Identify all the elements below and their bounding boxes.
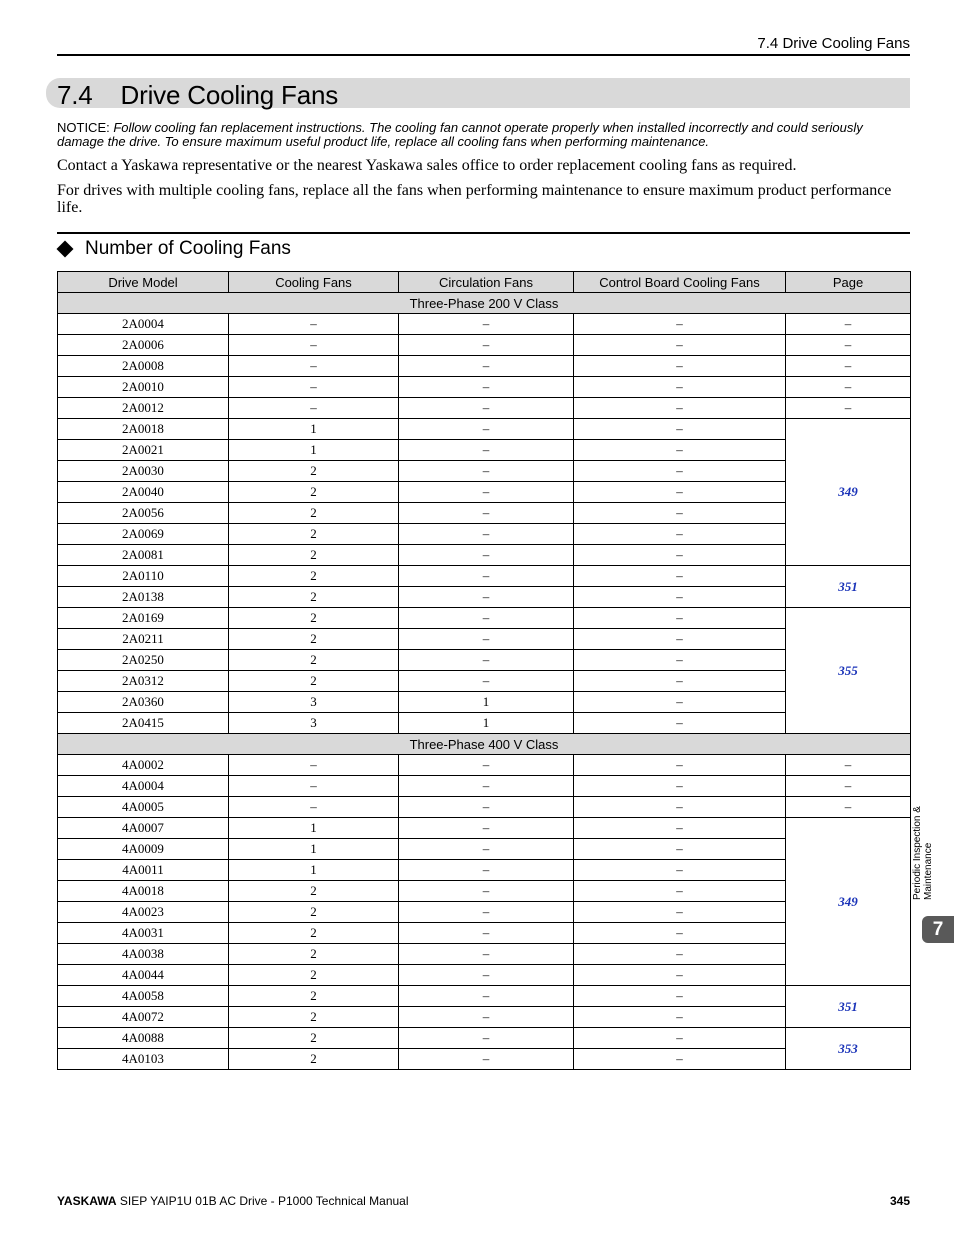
circulation-fans-cell: – [399,755,574,776]
cooling-fans-cell: 3 [229,692,399,713]
cooling-fans-cell: 2 [229,587,399,608]
circulation-fans-cell: – [399,965,574,986]
cooling-fans-cell: – [229,398,399,419]
cooling-fans-cell: 2 [229,671,399,692]
table-row [58,776,911,797]
drive-model-cell: 4A0103 [58,1049,229,1070]
cooling-fans-cell: – [229,335,399,356]
control-board-fans-cell: – [574,818,786,839]
table-row [58,419,911,440]
circulation-fans-cell: – [399,776,574,797]
table-row [58,650,911,671]
control-board-fans-cell: – [574,671,786,692]
circulation-fans-cell: – [399,377,574,398]
control-board-fans-cell: – [574,986,786,1007]
control-board-fans-cell: – [574,356,786,377]
table-row [58,755,911,776]
table-row [58,713,911,734]
drive-model-cell: 4A0058 [58,986,229,1007]
section-number: 7.4 [57,80,93,110]
control-board-fans-cell: – [574,650,786,671]
table-row [58,629,911,650]
circulation-fans-cell: – [399,587,574,608]
circulation-fans-cell: – [399,1028,574,1049]
drive-model-cell: 2A0004 [58,314,229,335]
header-cooling-fans: Cooling Fans [229,272,399,293]
drive-model-cell: 4A0009 [58,839,229,860]
circulation-fans-cell: – [399,650,574,671]
control-board-fans-cell: – [574,461,786,482]
cooling-fans-cell: 2 [229,944,399,965]
control-board-fans-cell: – [574,419,786,440]
cooling-fans-cell: 2 [229,503,399,524]
drive-model-cell: 4A0011 [58,860,229,881]
table-row [58,818,911,839]
circulation-fans-cell: – [399,1049,574,1070]
subsection-rule [57,232,910,234]
control-board-fans-cell: – [574,566,786,587]
table-row [58,671,911,692]
notice-label: NOTICE: [57,120,110,135]
drive-model-cell: 2A0081 [58,545,229,566]
cooling-fans-cell: 2 [229,923,399,944]
control-board-fans-cell: – [574,587,786,608]
control-board-fans-cell: – [574,776,786,797]
circulation-fans-cell: – [399,629,574,650]
footer-manual-title: SIEP YAIP1U 01B AC Drive - P1000 Technical Manual [119,1194,409,1208]
table-row [58,1028,911,1049]
circulation-fans-cell: – [399,818,574,839]
control-board-fans-cell: – [574,335,786,356]
drive-model-cell: 4A0005 [58,797,229,818]
page-link[interactable]: 351 [786,566,911,608]
control-board-fans-cell: – [574,692,786,713]
circulation-fans-cell: – [399,860,574,881]
page-cell: – [786,335,911,356]
circulation-fans-cell: – [399,461,574,482]
drive-model-cell: 2A0006 [58,335,229,356]
drive-model-cell: 2A0415 [58,713,229,734]
footer-manual [57,1194,409,1208]
cooling-fans-cell: 3 [229,713,399,734]
page-link[interactable]: 353 [786,1028,911,1070]
header-page: Page [786,272,911,293]
table-row [58,923,911,944]
table-row [58,587,911,608]
table-row [58,377,911,398]
control-board-fans-cell: – [574,755,786,776]
section-title [57,80,338,111]
drive-model-cell: 2A0040 [58,482,229,503]
page-link[interactable]: 349 [786,818,911,986]
cooling-fans-cell: 2 [229,461,399,482]
drive-model-cell: 2A0008 [58,356,229,377]
table-row [58,482,911,503]
circulation-fans-cell: – [399,1007,574,1028]
cooling-fans-table [57,271,911,1070]
table-row [58,314,911,335]
control-board-fans-cell: – [574,482,786,503]
header-drive-model: Drive Model [58,272,229,293]
table-row [58,503,911,524]
table-class-row [58,734,911,755]
control-board-fans-cell: – [574,860,786,881]
table-row [58,356,911,377]
circulation-fans-cell: – [399,902,574,923]
subsection-title [57,238,291,260]
drive-model-cell: 4A0038 [58,944,229,965]
table-row [58,944,911,965]
paragraph-order-fans: Contact a Yaskawa representative or the nearest Yaskawa sales office to order replacement cooling fans as required. [57,157,797,174]
header-rule [57,54,910,56]
side-tab-label: Periodic Inspection & Maintenance [912,806,934,900]
drive-model-cell: 2A0012 [58,398,229,419]
cooling-fans-cell: 2 [229,566,399,587]
control-board-fans-cell: – [574,524,786,545]
table-class-row [58,293,911,314]
cooling-fans-cell: 2 [229,608,399,629]
circulation-fans-cell: 1 [399,713,574,734]
cooling-fans-cell: 2 [229,545,399,566]
chapter-tab[interactable]: 7 [922,916,954,943]
cooling-fans-cell: 1 [229,419,399,440]
control-board-fans-cell: – [574,944,786,965]
circulation-fans-cell: – [399,335,574,356]
table-row [58,1049,911,1070]
section-title-text: Drive Cooling Fans [120,80,339,110]
page-link[interactable]: 349 [786,419,911,566]
cooling-fans-cell: 1 [229,860,399,881]
cooling-fans-cell: – [229,356,399,377]
circulation-fans-cell: – [399,482,574,503]
control-board-fans-cell: – [574,377,786,398]
control-board-fans-cell: – [574,1007,786,1028]
class-label: Three-Phase 400 V Class [58,734,911,755]
table-row [58,608,911,629]
circulation-fans-cell: – [399,923,574,944]
circulation-fans-cell: – [399,608,574,629]
drive-model-cell: 4A0044 [58,965,229,986]
cooling-fans-cell: – [229,797,399,818]
table-row [58,692,911,713]
circulation-fans-cell: – [399,881,574,902]
footer-page-number: 345 [889,1194,910,1208]
drive-model-cell: 4A0023 [58,902,229,923]
drive-model-cell: 2A0030 [58,461,229,482]
table-row [58,839,911,860]
cooling-fans-cell: 1 [229,839,399,860]
cooling-fans-cell: 2 [229,650,399,671]
control-board-fans-cell: – [574,440,786,461]
drive-model-cell: 4A0002 [58,755,229,776]
page-cell: – [786,314,911,335]
cooling-fans-cell: 2 [229,1007,399,1028]
page-cell: – [786,797,911,818]
cooling-fans-cell: 2 [229,902,399,923]
control-board-fans-cell: – [574,713,786,734]
table-row [58,461,911,482]
table-row [58,860,911,881]
cooling-fans-cell: – [229,377,399,398]
drive-model-cell: 4A0004 [58,776,229,797]
cooling-fans-cell: 2 [229,1049,399,1070]
control-board-fans-cell: – [574,839,786,860]
circulation-fans-cell: – [399,419,574,440]
page-link[interactable]: 351 [786,986,911,1028]
circulation-fans-cell: – [399,398,574,419]
cooling-fans-cell: 2 [229,965,399,986]
circulation-fans-cell: 1 [399,692,574,713]
table-row [58,881,911,902]
table-row [58,398,911,419]
diamond-bullet-icon [57,241,74,258]
circulation-fans-cell: – [399,944,574,965]
drive-model-cell: 4A0007 [58,818,229,839]
cooling-fans-cell: 2 [229,524,399,545]
page-cell: – [786,377,911,398]
control-board-fans-cell: – [574,608,786,629]
circulation-fans-cell: – [399,356,574,377]
control-board-fans-cell: – [574,923,786,944]
drive-model-cell: 4A0018 [58,881,229,902]
table-row [58,440,911,461]
cooling-fans-cell: 2 [229,629,399,650]
control-board-fans-cell: – [574,965,786,986]
table-row [58,1007,911,1028]
drive-model-cell: 2A0138 [58,587,229,608]
header-control-board-cooling-fans: Control Board Cooling Fans [574,272,786,293]
control-board-fans-cell: – [574,398,786,419]
page-cell: – [786,356,911,377]
control-board-fans-cell: – [574,902,786,923]
drive-model-cell: 2A0211 [58,629,229,650]
drive-model-cell: 2A0010 [58,377,229,398]
cooling-fans-cell: 2 [229,986,399,1007]
control-board-fans-cell: – [574,545,786,566]
circulation-fans-cell: – [399,797,574,818]
circulation-fans-cell: – [399,671,574,692]
cooling-fans-cell: – [229,776,399,797]
cooling-fans-cell: 1 [229,818,399,839]
control-board-fans-cell: – [574,314,786,335]
drive-model-cell: 2A0021 [58,440,229,461]
page-cell: – [786,398,911,419]
circulation-fans-cell: – [399,314,574,335]
drive-model-cell: 4A0072 [58,1007,229,1028]
cooling-fans-cell: – [229,755,399,776]
class-label: Three-Phase 200 V Class [58,293,911,314]
table-row [58,566,911,587]
control-board-fans-cell: – [574,629,786,650]
table-row [58,545,911,566]
drive-model-cell: 2A0018 [58,419,229,440]
drive-model-cell: 2A0110 [58,566,229,587]
page-cell: – [786,755,911,776]
control-board-fans-cell: – [574,503,786,524]
cooling-fans-cell: – [229,314,399,335]
page-link[interactable]: 355 [786,608,911,734]
drive-model-cell: 2A0069 [58,524,229,545]
control-board-fans-cell: – [574,1049,786,1070]
running-head: 7.4 Drive Cooling Fans [757,35,910,52]
table-row [58,902,911,923]
cooling-fans-cell: 2 [229,1028,399,1049]
table-body [58,293,911,1070]
control-board-fans-cell: – [574,1028,786,1049]
drive-model-cell: 2A0250 [58,650,229,671]
page-cell: – [786,776,911,797]
circulation-fans-cell: – [399,545,574,566]
circulation-fans-cell: – [399,566,574,587]
table-row [58,965,911,986]
cooling-fans-cell: 2 [229,881,399,902]
circulation-fans-cell: – [399,503,574,524]
table-row [58,797,911,818]
notice-text: Follow cooling fan replacement instructions. The cooling fan cannot operate properly when installed incorrectly and could seriously damage the drive. To ensure maximum useful product life, replace all cooling fans when performing maintenance. [57,120,863,149]
table-row [58,986,911,1007]
control-board-fans-cell: – [574,797,786,818]
table-header-row [58,272,911,293]
circulation-fans-cell: – [399,986,574,1007]
drive-model-cell: 4A0088 [58,1028,229,1049]
circulation-fans-cell: – [399,524,574,545]
drive-model-cell: 4A0031 [58,923,229,944]
cooling-fans-cell: 1 [229,440,399,461]
drive-model-cell: 2A0056 [58,503,229,524]
table-row [58,335,911,356]
circulation-fans-cell: – [399,440,574,461]
drive-model-cell: 2A0312 [58,671,229,692]
control-board-fans-cell: – [574,881,786,902]
subsection-title-text: Number of Cooling Fans [85,238,291,259]
notice [57,121,910,149]
footer-brand: YASKAWA [57,1194,117,1208]
cooling-fans-cell: 2 [229,482,399,503]
paragraph-multiple-fans: For drives with multiple cooling fans, replace all the fans when performing maintenance to ensure maximum product performance life. [57,182,892,216]
header-circulation-fans: Circulation Fans [399,272,574,293]
circulation-fans-cell: – [399,839,574,860]
table-row [58,524,911,545]
drive-model-cell: 2A0360 [58,692,229,713]
drive-model-cell: 2A0169 [58,608,229,629]
